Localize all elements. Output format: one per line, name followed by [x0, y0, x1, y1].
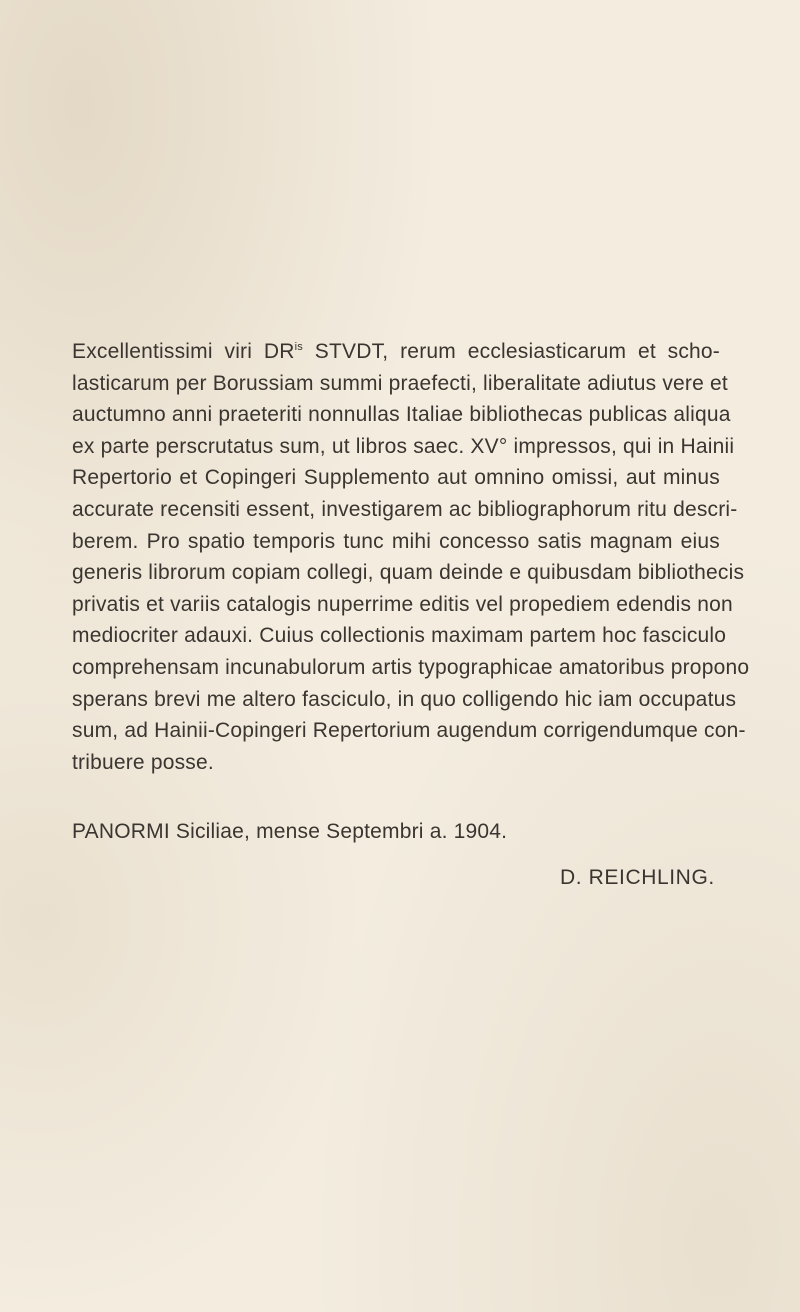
preface-line-1-start: Excellentissimi viri DR	[72, 340, 295, 363]
author-signature: D. REICHLING.	[560, 866, 715, 889]
dateline: PANORMI Siciliae, mense Septembri a. 1904.	[72, 820, 508, 843]
superscript-is: is	[294, 341, 303, 353]
preface-line-14: tribuere posse.	[72, 750, 214, 774]
preface-line-2: lasticarum per Borussiam summi praefecti, liberalitate adiutus vere et	[72, 371, 728, 395]
preface-paragraph	[72, 336, 750, 778]
preface-line-5: Repertorio et Copingeri Supplemento aut omnino omissi, aut minus	[72, 466, 720, 490]
preface-line-8: generis librorum copiam collegi, quam deinde e quibusdam bibliothecis	[72, 561, 745, 585]
preface-line-1-end: STVDT, rerum ecclesiasticarum et scho-	[303, 340, 721, 363]
preface-line-1	[72, 336, 720, 368]
preface-line-6: accurate recensiti essent, investigarem ac bibliographorum ritu descri-	[72, 497, 738, 521]
preface-line-11: comprehensam incunabulorum artis typographicae amatoribus propono	[72, 655, 750, 679]
preface-line-10: mediocriter adauxi. Cuius collectionis maximam partem hoc fasciculo	[72, 624, 727, 648]
preface-line-9: privatis et variis catalogis nuperrime editis vel propediem edendis non	[72, 592, 733, 616]
preface-line-3: auctumno anni praeteriti nonnullas Italiae bibliothecas publicas aliqua	[72, 403, 731, 427]
preface-line-4: ex parte perscrutatus sum, ut libros saec. XV° impressos, qui in Hainii	[72, 434, 735, 458]
preface-line-7: berem. Pro spatio temporis tunc mihi concesso satis magnam eius	[72, 529, 720, 553]
preface-line-13: sum, ad Hainii-Copingeri Repertorium augendum corrigendumque con-	[72, 719, 746, 743]
preface-line-12: sperans brevi me altero fasciculo, in quo colligendo hic iam occupatus	[72, 687, 737, 711]
